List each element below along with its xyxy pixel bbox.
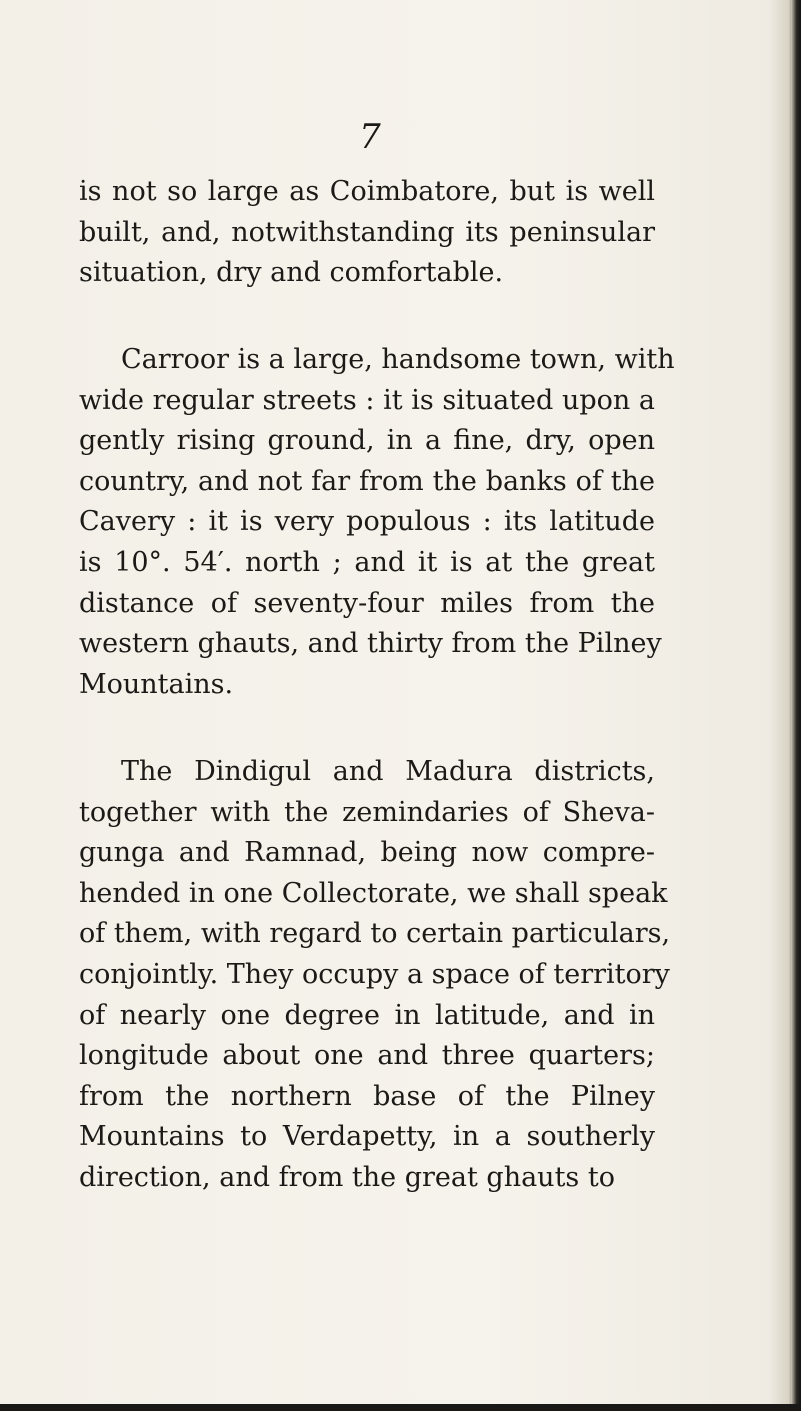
- text-line: conjointly. They occupy a space of territory: [79, 958, 670, 990]
- text-line: distance of seventy-four miles from the: [79, 587, 655, 619]
- text-line: built, and, notwithstanding its peninsular: [79, 216, 655, 248]
- text-line: longitude about one and three quarters;: [79, 1040, 655, 1072]
- text-line: of nearly one degree in latitude, and in: [79, 999, 655, 1031]
- text-line: country, and not far from the banks of the: [79, 465, 655, 497]
- text-line: Mountains to Verdapetty, in a southerly: [79, 1121, 655, 1153]
- page-bottom-edge: [0, 1404, 801, 1411]
- page-number: 7: [359, 117, 381, 157]
- text-line: is not so large as Coimbatore, but is well: [79, 176, 655, 207]
- text-line: situation, dry and comfortable.: [79, 257, 504, 289]
- text-line: of them, with regard to certain particulars,: [79, 918, 671, 950]
- paragraph-2: [79, 340, 675, 705]
- page-binding-edge: [791, 0, 801, 1411]
- text-line: wide regular streets : it is situated upon a: [79, 384, 655, 416]
- text-line: from the northern base of the Pilney: [79, 1080, 655, 1112]
- text-line: western ghauts, and thirty from the Pilney: [79, 628, 662, 660]
- text-line: is 10°. 54′. north ; and it is at the great: [79, 546, 655, 578]
- paragraph-1: [79, 172, 655, 294]
- text-line: Carroor is a large, handsome town, with: [121, 344, 675, 375]
- text-line: Mountains.: [79, 668, 234, 700]
- text-line: direction, and from the great ghauts to: [79, 1161, 615, 1193]
- text-line: hended in one Collectorate, we shall speak: [79, 877, 668, 909]
- text-line: gunga and Ramnad, being now compre-: [79, 837, 655, 869]
- text-line: Cavery : it is very populous : its latitude: [79, 506, 655, 538]
- paragraph-3: [79, 752, 671, 1199]
- text-line: The Dindigul and Madura districts,: [121, 756, 655, 787]
- text-line: gently rising ground, in a fine, dry, open: [79, 425, 655, 457]
- text-line: together with the zemindaries of Sheva-: [79, 796, 655, 828]
